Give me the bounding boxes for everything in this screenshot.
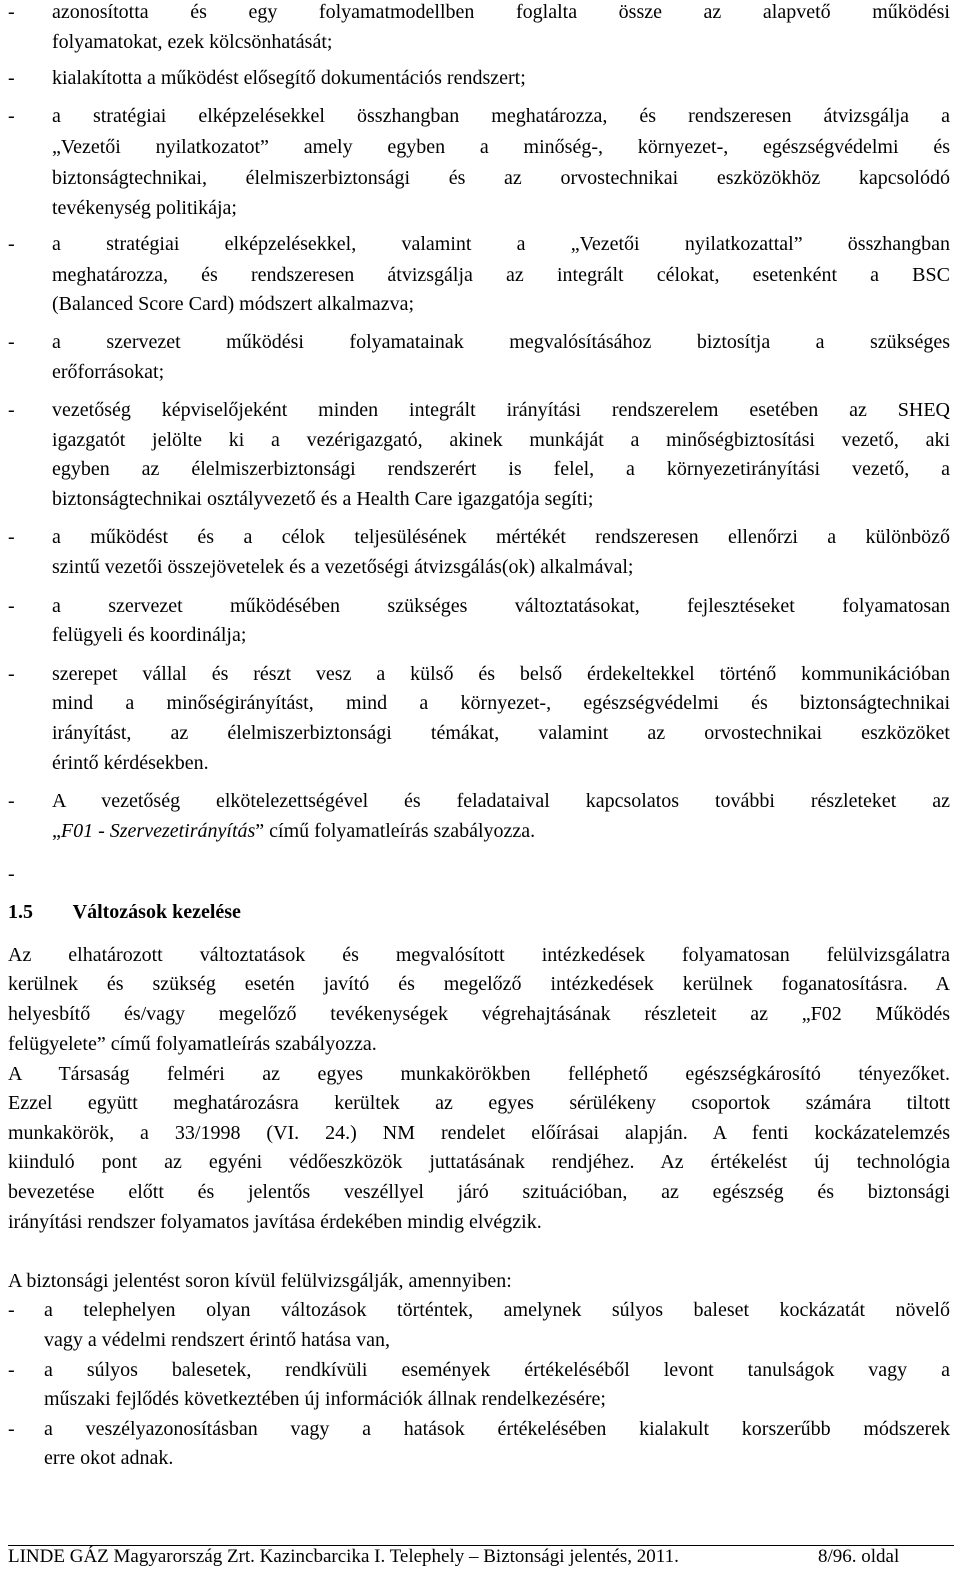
bullet-line: mind a minőségirányítást, mind a környezet-, egészségvédelmi és biztonságtechnikai — [52, 692, 950, 714]
paragraph-line: munkakörök, a 33/1998 (VI. 24.) NM rendelet előírásai alapján. A fenti kockázatelemzés — [8, 1122, 950, 1144]
section-heading — [8, 900, 241, 924]
paragraph-line: helyesbítő és/vagy megelőző tevékenységek végrehajtásának részleteit az „F02 Működés — [8, 1003, 950, 1025]
bullet-line: vezetőség képviselőjeként minden integrált irányítási rendszerelem esetében az SHEQ — [52, 399, 950, 421]
bullet-dash: - — [8, 67, 15, 89]
bullet-dash: - — [8, 331, 15, 353]
bullet-dash: - — [8, 233, 15, 255]
bullet-dash: - — [8, 399, 15, 421]
bullet-dash: - — [8, 1299, 15, 1321]
bullet-line-italic — [52, 819, 535, 843]
bullet-dash: - — [8, 1, 15, 23]
footer-text: LINDE GÁZ Magyarország Zrt. Kazincbarcika I. Telephely – Biztonsági jelentés, 2011. — [8, 1546, 679, 1567]
bullet-line: a szervezet működésében szükséges változtatásokat, fejlesztéseket folyamatosan — [52, 595, 950, 617]
bullet-line: folyamatokat, ezek kölcsönhatását; — [52, 31, 333, 53]
bullet-line: vagy a védelmi rendszert érintő hatása van, — [44, 1329, 390, 1351]
bullet-dash: - — [8, 663, 15, 685]
bullet-line: a stratégiai elképzelésekkel összhangban meghatározza, és rendszeresen átvizsgálja a — [52, 105, 950, 127]
bullet-dash: - — [8, 105, 15, 127]
paragraph-line: felügyelete” című folyamatleírás szabályozza. — [8, 1033, 377, 1055]
paragraph-line: Ezzel együtt meghatározásra kerültek az egyes sérülékeny csoportok számára tiltott — [8, 1092, 950, 1114]
bullet-line: biztonságtechnikai, élelmiszerbiztonsági és az orvostechnikai eszközökhöz kapcsolódó — [52, 167, 950, 189]
bullet-line: a szervezet működési folyamatainak megvalósításához biztosítja a szükséges — [52, 331, 950, 353]
bullet-line: műszaki fejlődés következtében új információk állnak rendelkezésére; — [44, 1388, 606, 1410]
bullet-line: kialakította a működést elősegítő dokumentációs rendszert; — [52, 67, 526, 89]
bullet-line: biztonságtechnikai osztályvezető és a Health Care igazgatója segíti; — [52, 488, 594, 510]
bullet-dash: - — [8, 1418, 15, 1440]
paragraph-line: A Társaság felméri az egyes munkakörökben felléphető egészségkárosító tényezőket. — [8, 1063, 950, 1085]
paragraph-line: kerülnek és szükség esetén javító és megelőző intézkedések kerülnek foganatosításra. A — [8, 973, 950, 995]
page-number: 8/96. oldal — [818, 1546, 900, 1567]
bullet-line: igazgatót jelölte ki a vezérigazgató, akinek munkáját a minőségbiztosítási vezető, aki — [52, 429, 950, 451]
page-footer — [8, 1545, 908, 1569]
bullet-line: azonosította és egy folyamatmodellben foglalta össze az alapvető működési — [52, 1, 950, 23]
paragraph-line: kiinduló pont az egyéni védőeszközök juttatásának rendjéhez. Az értékelést új technológia — [8, 1151, 950, 1173]
bullet-dash: - — [8, 1359, 15, 1381]
bullet-line: (Balanced Score Card) módszert alkalmazva; — [52, 293, 415, 315]
paragraph-line: Az elhatározott változtatások és megvalósított intézkedések folyamatosan felülvizsgálatra — [8, 944, 950, 966]
bullet-line: A vezetőség elkötelezettségével és feladataival kapcsolatos további részleteket az — [52, 790, 950, 812]
bullet-line: felügyeli és koordinálja; — [52, 624, 247, 646]
bullet-line: a stratégiai elképzelésekkel, valamint a „Vezetői nyilatkozattal” összhangban — [52, 233, 950, 255]
bullet-dash-empty: - — [8, 863, 15, 885]
bullet-line: érintő kérdésekben. — [52, 752, 209, 774]
quote-open: „ — [52, 820, 61, 842]
section-number: 1.5 — [8, 901, 33, 923]
process-reference: F01 - Szervezetirányítás — [60, 820, 256, 842]
quote-close-rest: ” című folyamatleírás szabályozza. — [255, 820, 536, 842]
paragraph-line: bevezetése előtt és jelentős veszéllyel járó szituációban, az egészség és biztonsági — [8, 1181, 950, 1203]
bullet-line: szintű vezetői összejövetelek és a vezetőségi átvizsgálás(ok) alkalmával; — [52, 556, 634, 578]
bullet-line: erre okot adnak. — [44, 1447, 174, 1469]
bullet-line: meghatározza, és rendszeresen átvizsgálja az integrált célokat, esetenként a BSC — [52, 264, 950, 286]
bullet-line: a telephelyen olyan változások történtek, amelynek súlyos baleset kockázatát növelő — [44, 1299, 950, 1321]
bullet-line: erőforrásokat; — [52, 361, 165, 383]
paragraph-line: irányítási rendszer folyamatos javítása érdekében mindig elvégzik. — [8, 1211, 542, 1233]
bullet-dash: - — [8, 526, 15, 548]
bullet-line: „Vezetői nyilatkozatot” amely egyben a minőség-, környezet-, egészségvédelmi és — [52, 136, 950, 158]
bullet-line: tevékenység politikája; — [52, 197, 237, 219]
bullet-line: a működést és a célok teljesülésének mértékét rendszeresen ellenőrzi a különböző — [52, 526, 950, 548]
bullet-line: a veszélyazonosításban vagy a hatások értékelésében kialakult korszerűbb módszerek — [44, 1418, 950, 1440]
bullet-dash: - — [8, 790, 15, 812]
section-title: Változások kezelése — [72, 901, 241, 923]
bullet-line: szerepet vállal és részt vesz a külső és belső érdekeltekkel történő kommunikációban — [52, 663, 950, 685]
bullet-dash: - — [8, 595, 15, 617]
bullet-line: irányítást, az élelmiszerbiztonsági témákat, valamint az orvostechnikai eszközöket — [52, 722, 950, 744]
bullet-line: a súlyos balesetek, rendkívüli események értékeléséből levont tanulságok vagy a — [44, 1359, 950, 1381]
bullet-line: egyben az élelmiszerbiztonsági rendszerért is felel, a környezetirányítási vezető, a — [52, 458, 950, 480]
review-intro: A biztonsági jelentést soron kívül felülvizsgálják, amennyiben: — [8, 1270, 512, 1292]
